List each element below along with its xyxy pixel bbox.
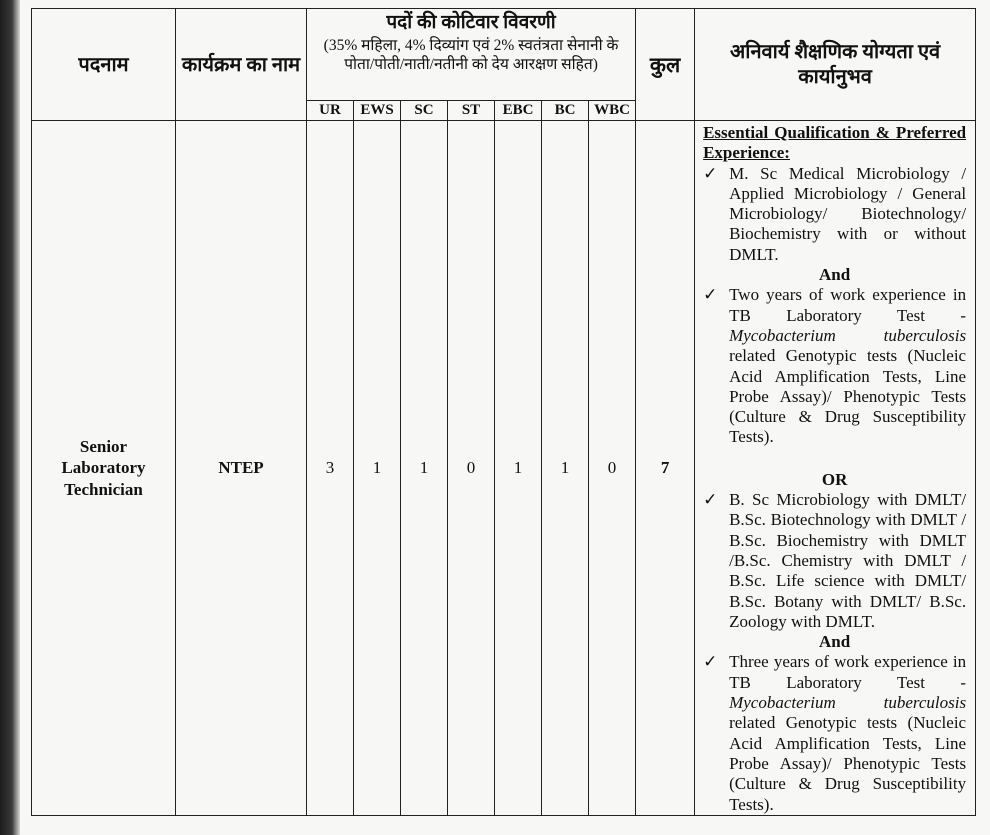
header-cat-wbc: WBC [589, 101, 636, 121]
item2-post: related Genotypic tests (Nucleic Acid Amplification Tests, Line Probe Assay)/ Phenotypic Tests (Culture & Drug Susceptibility Tests). [729, 346, 967, 447]
scan-edge-shadow [0, 0, 20, 835]
qualification-text-1: M. Sc Medical Microbiology / Applied Microbiology / General Microbiology/ Biotechnology/ Biochemistry with or without DMLT. [729, 163, 967, 264]
item4-pre: Three years of work experience in TB Laboratory Test - [729, 652, 967, 692]
item4-post: related Genotypic tests (Nucleic Acid Amplification Tests, Line Probe Assay)/ Phenotypic Tests (Culture & Drug Susceptibility Tests). [729, 713, 967, 814]
organism-name: Mycobacterium tuberculosis [729, 325, 967, 345]
item2-pre: Two years of work experience in TB Laboratory Test - [729, 285, 967, 325]
header-total: कुल [636, 9, 695, 121]
header-cat-sc: SC [401, 101, 448, 121]
header-cat-ebc: EBC [495, 101, 542, 121]
conjunction-or: OR [821, 469, 848, 489]
header-cat-bc: BC [542, 101, 589, 121]
qualification-text-4 [729, 652, 966, 814]
qualification-title: Essential Qualification & Preferred Experience: [703, 123, 967, 163]
programme-name: NTEP [176, 121, 307, 816]
header-cat-st: ST [448, 101, 495, 121]
count-sc: 1 [401, 121, 448, 816]
check-icon: ✓ [703, 163, 718, 183]
count-ews: 1 [354, 121, 401, 816]
header-programme: कार्यक्रम का नाम [176, 9, 307, 121]
header-qualification: अनिवार्य शैक्षणिक योग्यता एवं कार्यानुभव [695, 9, 976, 121]
category-note: (35% महिला, 4% दिव्यांग एवं 2% स्वतंत्रता सेनानी के पोता/पोती/नाती/नतीनी को देय आरक्षण सहित) [323, 36, 619, 74]
count-ur: 3 [307, 121, 354, 816]
count-st: 0 [448, 121, 495, 816]
check-icon: ✓ [703, 285, 718, 305]
total-posts: 7 [636, 121, 695, 816]
qualification-text-2 [729, 285, 966, 447]
qualification-item-3 [703, 490, 966, 632]
organism-name: Mycobacterium tuberculosis [729, 693, 967, 713]
header-cat-ur: UR [307, 101, 354, 121]
category-title: पदों की कोटिवार विवरणी [386, 12, 556, 33]
qualification-cell [695, 121, 976, 816]
qualification-item-1 [703, 164, 966, 265]
recruitment-table [31, 8, 976, 816]
conjunction-and-2: And [819, 632, 851, 652]
header-post: पदनाम [32, 9, 176, 121]
header-cat-ews: EWS [354, 101, 401, 121]
post-name: Senior Laboratory Technician [32, 121, 176, 816]
count-bc: 1 [542, 121, 589, 816]
count-ebc: 1 [495, 121, 542, 816]
check-icon: ✓ [703, 652, 718, 672]
qualification-item-2 [703, 285, 966, 447]
conjunction-and-1: And [819, 265, 851, 285]
check-icon: ✓ [703, 490, 718, 510]
qualification-text-3: B. Sc Microbiology with DMLT/ B.Sc. Biotechnology with DMLT / B.Sc. Biochemistry with DMLT /B.Sc. Chemistry with DMLT / B.Sc. Life science with DMLT/ B.Sc. Botany with DMLT/ B.Sc. Zoology with DMLT. [729, 490, 967, 631]
header-category [307, 9, 636, 101]
count-wbc: 0 [589, 121, 636, 816]
qualification-item-4 [703, 652, 966, 814]
